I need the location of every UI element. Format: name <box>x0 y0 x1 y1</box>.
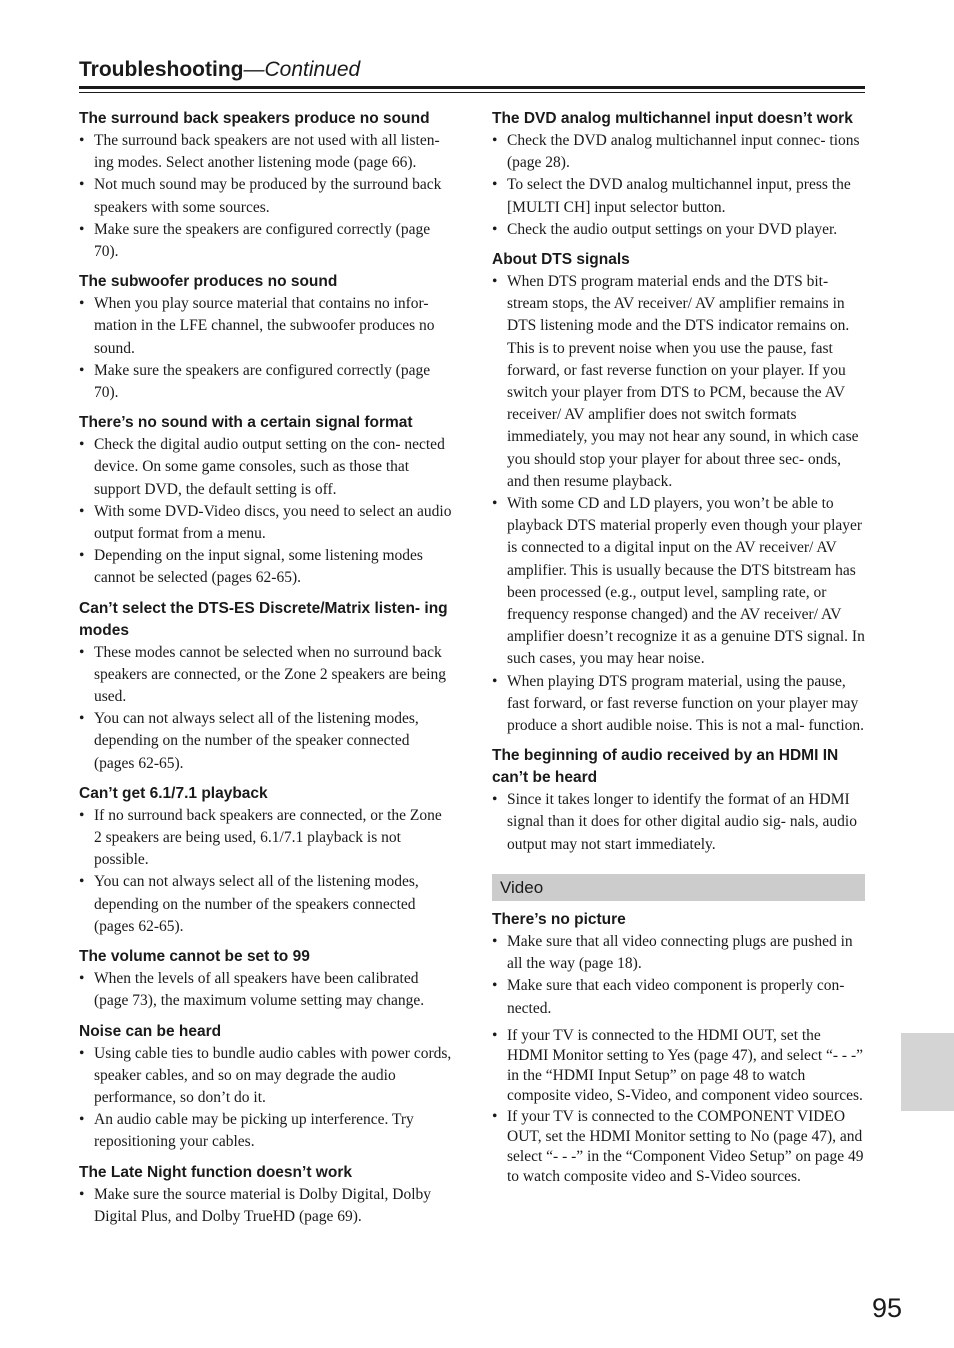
list-item: • Make sure that all video connecting plugs are pushed in all the way (page 18). <box>492 931 865 975</box>
list-item: • When DTS program material ends and the DTS bit- stream stops, the AV receiver/ AV amplifier remains in DTS listening mode and the DTS indicator remains on. This is to prevent noise when you use the pause, fast forward, or fast reverse function on your player. If you switch your player from DTS to PCM, because the AV receiver/ AV amplifier does not switch formats immediately, you may not hear any sound, in which case you should stop your player for about three sec- onds, and then resume playback. <box>492 271 865 493</box>
bullet-list <box>79 434 453 589</box>
section-heading: The volume cannot be set to 99 <box>79 948 310 966</box>
list-item: • Not much sound may be produced by the surround back speakers with some sources. <box>79 174 453 218</box>
section-volume-99 <box>79 944 453 1012</box>
list-item: • When the levels of all speakers have been calibrated (page 73), the maximum volume setting may change. <box>79 968 453 1012</box>
section-heading: Can’t get 6.1/7.1 playback <box>79 784 268 802</box>
section-surround-back <box>79 106 453 263</box>
bullet-list <box>79 130 453 263</box>
list-item: • When playing DTS program material, using the pause, fast forward, or fast reverse function on your player may produce a short audible noise. This is not a mal- function. <box>492 671 865 738</box>
section-61-71-playback <box>79 781 453 938</box>
list-item: • With some CD and LD players, you won’t be able to playback DTS material properly even though your player is connected to a digital input on the AV receiver/ AV amplifier. This is usually because the DTS bitstream has been processed (e.g., output level, sampling rate, or frequency response changed) and the AV receiver/ AV amplifier doesn’t recognize it as a genuine DTS signal. In such cases, you may hear noise. <box>492 493 865 671</box>
section-signal-format <box>79 410 453 589</box>
section-heading: The subwoofer produces no sound <box>79 273 338 291</box>
side-tab <box>901 1033 954 1111</box>
list-item: • Depending on the input signal, some listening modes cannot be selected (pages 62-65). <box>79 545 453 589</box>
list-item: • Check the digital audio output setting on the con- nected device. On some game consoles, such as those that support DVD, the default setting is off. <box>79 434 453 501</box>
section-heading: About DTS signals <box>492 251 630 269</box>
bullet-list <box>79 293 453 404</box>
list-item: • These modes cannot be selected when no surround back speakers are connected, or the Zone 2 speakers are being used. <box>79 642 453 709</box>
page-title-continued: —Continued <box>243 58 361 81</box>
list-item: • Make sure the speakers are configured correctly (page 70). <box>79 219 453 263</box>
bullet-list <box>79 1043 453 1154</box>
list-item: • If your TV is connected to the HDMI OUT, set the HDMI Monitor setting to Yes (page 47), and select “- - -” in the “HDMI Input Setup” on page 48 to watch composite video, S-Video, and component video sources. <box>492 1026 865 1107</box>
list-item: • If your TV is connected to the COMPONENT VIDEO OUT, set the HDMI Monitor setting to No (page 47), and select “- - -” in the “Component Video Setup” on page 49 to watch composite video and S-Video sources. <box>492 1107 865 1188</box>
list-item: • When you play source material that contains no infor- mation in the LFE channel, the subwoofer produces no sound. <box>79 293 453 360</box>
bullet-list <box>79 968 453 1012</box>
list-item: • Make sure that each video component is properly con- nected. <box>492 975 865 1019</box>
bullet-list <box>79 805 453 938</box>
bullet-list <box>79 642 453 775</box>
section-heading: There’s no picture <box>492 910 626 928</box>
list-item: • You can not always select all of the listening modes, depending on the number of the speaker connected (pages 62-65). <box>79 708 453 775</box>
header-rule-thin <box>79 92 865 93</box>
section-subwoofer <box>79 269 453 404</box>
section-heading: Noise can be heard <box>79 1022 222 1040</box>
section-no-picture <box>492 907 865 1187</box>
list-item: • Check the audio output settings on your DVD player. <box>492 219 865 241</box>
section-late-night <box>79 1160 453 1228</box>
list-item: • Make sure the source material is Dolby Digital, Dolby Digital Plus, and Dolby TrueHD (page 69). <box>79 1184 453 1228</box>
section-heading: The surround back speakers produce no sound <box>79 110 430 127</box>
list-item: • Since it takes longer to identify the format of an HDMI signal than it does for other digital audio sig- nals, audio output may not start immediately. <box>492 789 865 856</box>
bullet-list <box>492 789 865 856</box>
list-item: • An audio cable may be picking up interference. Try repositioning your cables. <box>79 1109 453 1153</box>
left-column <box>79 106 453 1234</box>
section-dvd-analog <box>492 106 865 241</box>
list-item: • Using cable ties to bundle audio cables with power cords, speaker cables, and so on may degrade the audio performance, so don’t do it. <box>79 1043 453 1110</box>
section-heading: The DVD analog multichannel input doesn’t work <box>492 110 853 127</box>
list-item: • If no surround back speakers are connected, or the Zone 2 speakers are being used, 6.1/7.1 playback is not possible. <box>79 805 453 872</box>
bullet-list <box>492 130 865 241</box>
page-title-main: Troubleshooting <box>79 58 244 81</box>
section-hdmi-in-audio <box>492 743 865 856</box>
bullet-list <box>492 271 865 737</box>
list-item: • Make sure the speakers are configured correctly (page 70). <box>79 360 453 404</box>
right-column <box>492 106 865 1193</box>
list-item: • Check the DVD analog multichannel input connec- tions (page 28). <box>492 130 865 174</box>
bullet-list <box>492 1026 865 1188</box>
video-section-bar: Video <box>492 874 865 901</box>
header-rule <box>79 86 865 89</box>
section-noise <box>79 1019 453 1154</box>
list-item: • To select the DVD analog multichannel input, press the [MULTI CH] input selector button. <box>492 174 865 218</box>
bullet-list <box>79 1184 453 1228</box>
section-heading: The beginning of audio received by an HDMI IN can’t be heard <box>492 747 839 787</box>
page-number: 95 <box>872 1293 903 1323</box>
section-heading: The Late Night function doesn’t work <box>79 1163 352 1181</box>
list-item: • With some DVD-Video discs, you need to select an audio output format from a menu. <box>79 501 453 545</box>
section-heading: There’s no sound with a certain signal format <box>79 414 413 432</box>
list-item: • The surround back speakers are not used with all listen- ing modes. Select another listening mode (page 66). <box>79 130 453 174</box>
list-item: • You can not always select all of the listening modes, depending on the number of the speakers connected (pages 62-65). <box>79 871 453 938</box>
bullet-list <box>492 931 865 1020</box>
page-title <box>79 56 865 84</box>
section-dts-es <box>79 596 453 775</box>
section-heading: Can’t select the DTS-ES Discrete/Matrix listen- ing modes <box>79 599 448 639</box>
section-dts-signals <box>492 247 865 737</box>
